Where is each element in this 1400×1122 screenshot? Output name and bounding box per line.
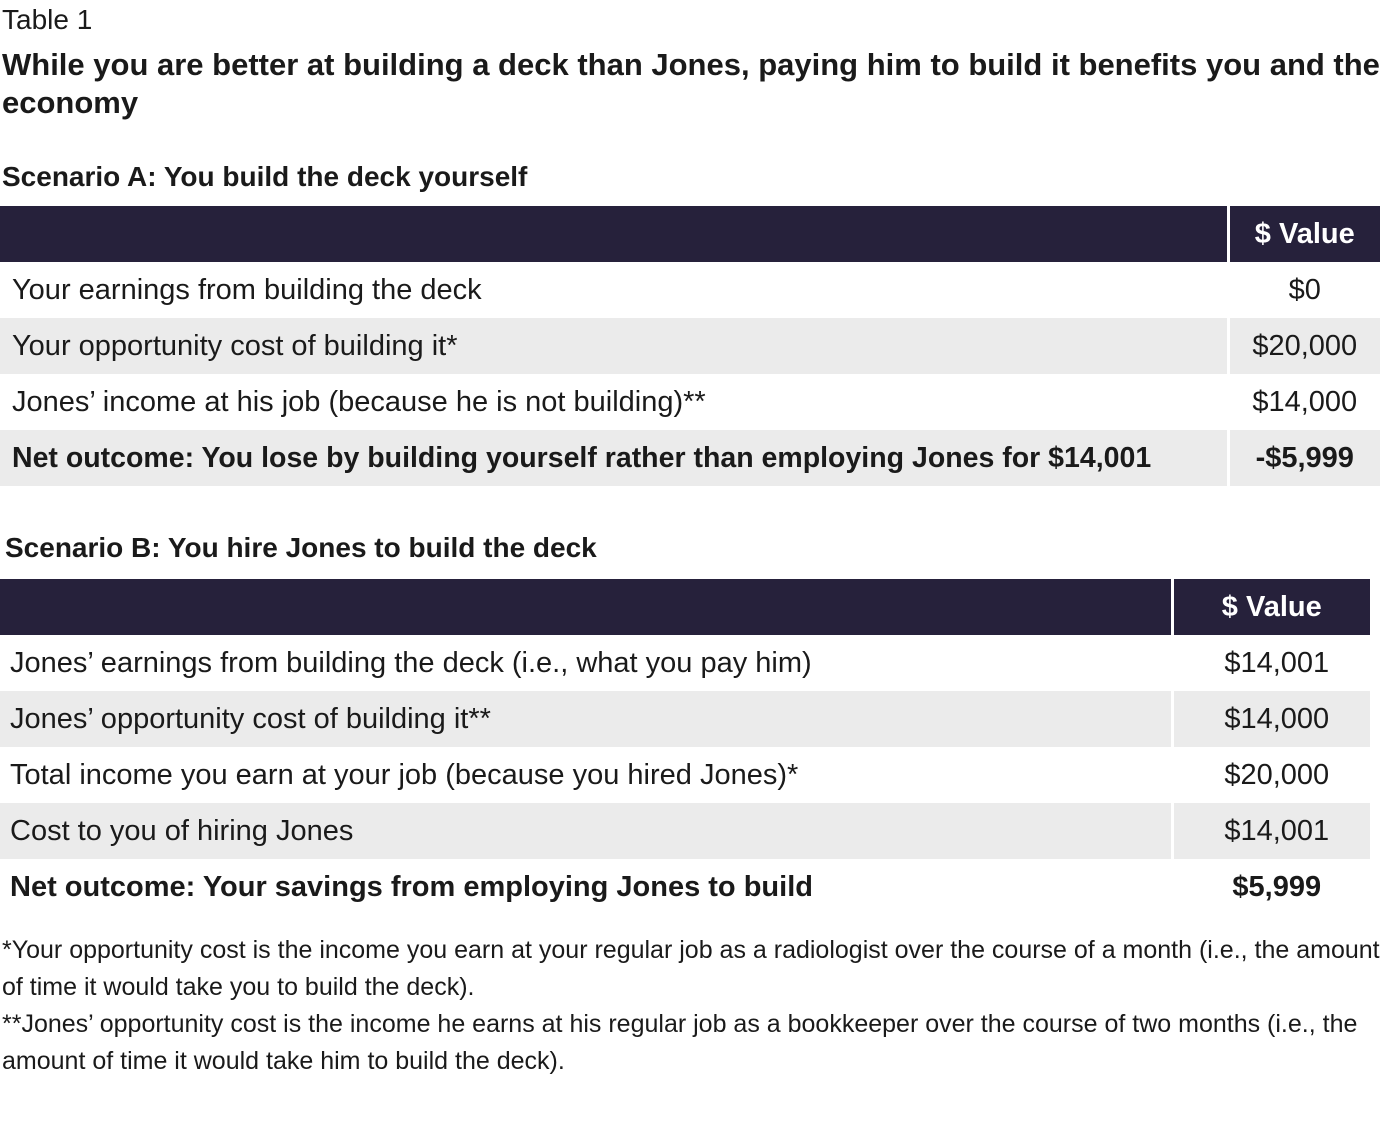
scenario-b-title: Scenario B: You hire Jones to build the deck	[5, 532, 597, 563]
row-value: $14,000	[1252, 385, 1358, 418]
table-row	[0, 374, 1380, 430]
row-label: Total income you earn at your job (because you hired Jones)*	[0, 747, 1172, 803]
row-value: $20,000	[1224, 758, 1330, 791]
table-label: Table 1	[2, 4, 93, 35]
row-value: $0	[1288, 273, 1321, 306]
net-outcome-value: $5,999	[1232, 870, 1322, 903]
row-label: Jones’ opportunity cost of building it**	[0, 691, 1172, 747]
page-title: While you are better at building a deck than Jones, paying him to build it benefits you and the economy	[2, 47, 1380, 120]
table-row	[0, 747, 1370, 803]
table-row	[0, 635, 1370, 691]
row-value: $14,001	[1172, 803, 1370, 859]
table-header-row	[0, 206, 1380, 262]
net-outcome-label: Net outcome: You lose by building yourself rather than employing Jones for $14,001	[0, 430, 1228, 486]
scenario-b-table	[0, 579, 1370, 915]
row-label: Jones’ earnings from building the deck (i.e., what you pay him)	[0, 635, 1172, 691]
row-value: $14,000	[1172, 691, 1370, 747]
header-label-cell	[0, 579, 1172, 635]
row-label: Jones’ income at his job (because he is not building)**	[0, 374, 1228, 430]
row-label: Cost to you of hiring Jones	[0, 803, 1172, 859]
table-row	[0, 262, 1380, 318]
net-outcome-label: Net outcome: Your savings from employing Jones to build	[0, 859, 1172, 915]
row-label: Your opportunity cost of building it*	[0, 318, 1228, 374]
header-value-cell: $ Value	[1228, 206, 1380, 262]
table-header-row	[0, 579, 1370, 635]
table-row	[0, 691, 1370, 747]
footnote-bookkeeper: **Jones’ opportunity cost is the income he earns at his regular job as a bookkeeper over the course of two months (i.e., the amount of time it would take him to build the deck).	[2, 1010, 1358, 1075]
table-row	[0, 803, 1370, 859]
table-row	[0, 318, 1380, 374]
net-outcome-row	[0, 430, 1380, 486]
header-label-cell	[0, 206, 1228, 262]
net-outcome-value: -$5,999	[1228, 430, 1380, 486]
footnotes	[2, 932, 1397, 1080]
row-label: Your earnings from building the deck	[0, 262, 1228, 318]
row-value: $14,001	[1224, 646, 1330, 679]
scenario-a-title: Scenario A: You build the deck yourself	[2, 161, 528, 192]
scenario-a-table	[0, 206, 1380, 486]
net-outcome-row	[0, 859, 1370, 915]
row-value: $20,000	[1228, 318, 1380, 374]
footnote-radiologist: *Your opportunity cost is the income you earn at your regular job as a radiologist over the course of a month (i.e., the amount of time it would take you to build the deck).	[2, 936, 1380, 1001]
header-value-cell: $ Value	[1172, 579, 1370, 635]
